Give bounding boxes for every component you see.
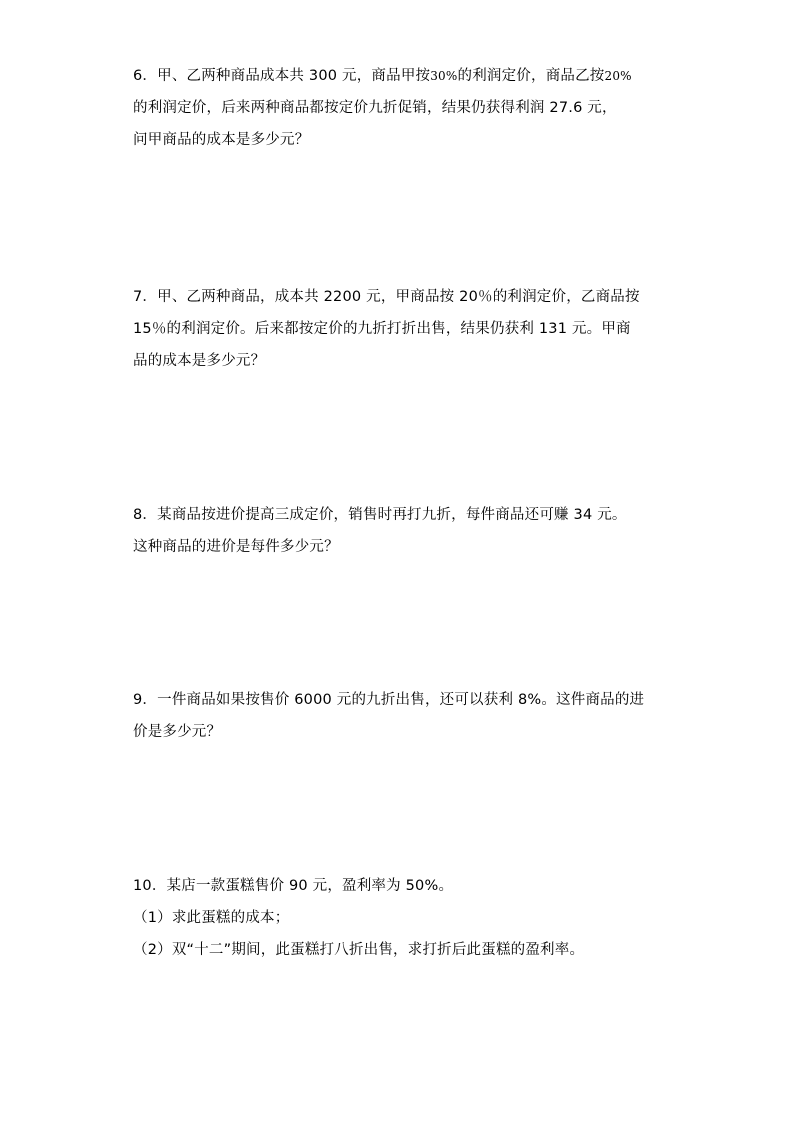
question-9-line-1: 9．一件商品如果按售价 6000 元的九折出售，还可以获利 8%。这件商品的进 (133, 692, 645, 708)
question-7-line-2: 15％的利润定价。后来都按定价的九折打折出售，结果仍获利 131 元。甲商 (133, 321, 631, 337)
question-7-line-3: 品的成本是多少元？ (133, 353, 266, 369)
question-10-line-3: （2）双“十二”期间，此蛋糕打八折出售，求打折后此蛋糕的盈利率。 (133, 942, 585, 958)
question-8-line-2: 这种商品的进价是每件多少元？ (133, 539, 339, 555)
question-6-line-3: 问甲商品的成本是多少元？ (133, 132, 310, 148)
question-6-percent-b: 20% (604, 69, 632, 83)
question-9-line-2: 价是多少元？ (133, 724, 222, 740)
question-6-line-2: 的利润定价，后来两种商品都按定价九折促销，结果仍获得利润 27.6 元， (133, 100, 617, 116)
question-7-line-1: 7．甲、乙两种商品，成本共 2200 元，甲商品按 20％的利润定价，乙商品按 (133, 289, 640, 305)
question-6-percent-a: 30% (430, 69, 458, 83)
question-8-line-1: 8．某商品按进价提高三成定价，销售时再打九折，每件商品还可赚 34 元。 (133, 507, 627, 523)
question-10-line-1: 10．某店一款蛋糕售价 90 元，盈利率为 50%。 (133, 878, 454, 894)
question-10-line-2: （1）求此蛋糕的成本； (133, 910, 290, 926)
question-6-line-1 (133, 66, 673, 86)
question-6-text-b: 的利润定价，商品乙按 (457, 68, 605, 84)
question-6-text-a: 6．甲、乙两种商品成本共 300 元，商品甲按 (133, 68, 431, 84)
